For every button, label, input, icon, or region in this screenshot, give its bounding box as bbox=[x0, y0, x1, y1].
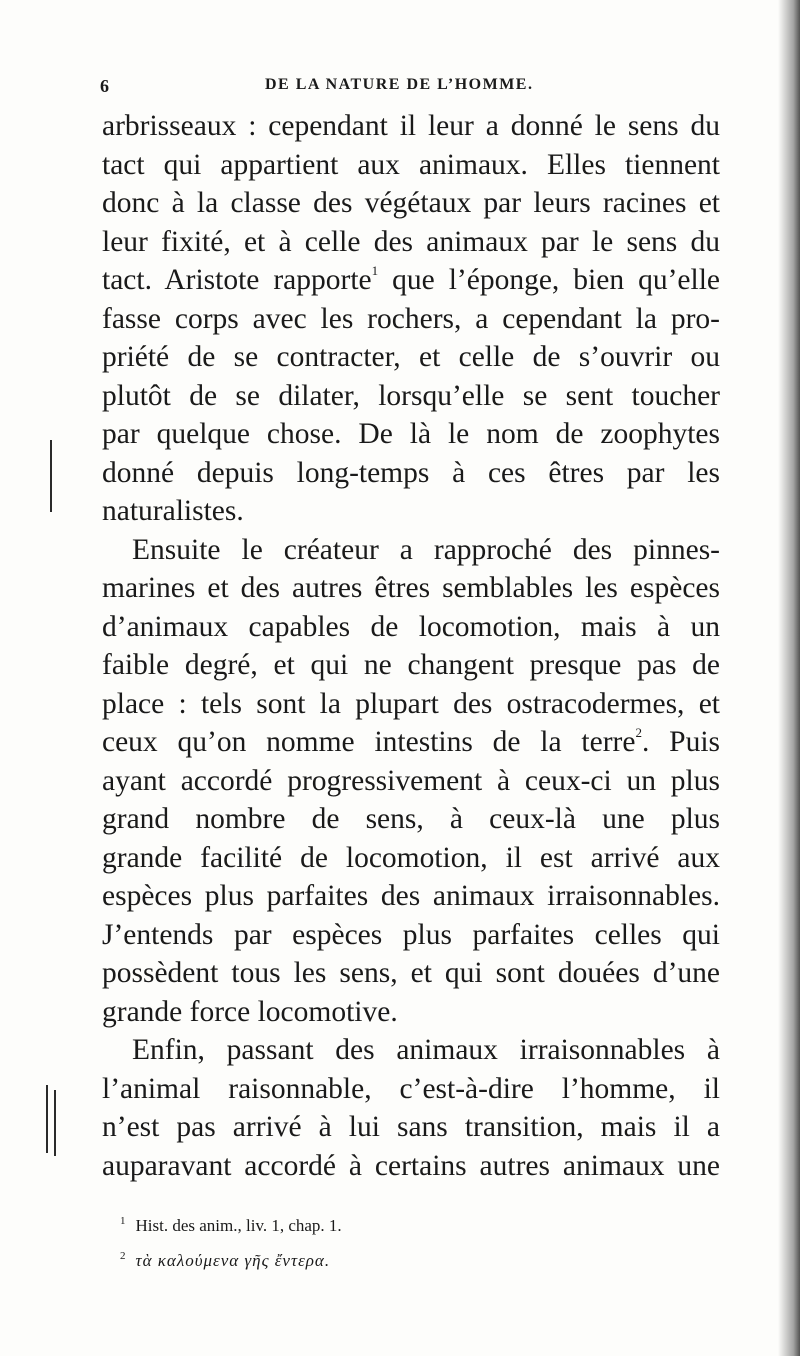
text-line: donc à la classe des végétaux par leurs racines et bbox=[102, 187, 720, 219]
footnote-text-greek: τὰ καλούμενα γῆς ἔντερα. bbox=[135, 1251, 331, 1270]
text-line: J’entends par espèces plus parfaites celles qui bbox=[102, 918, 720, 951]
footnote bbox=[120, 1206, 680, 1241]
text-line: par quelque chose. De là le nom de zoophytes bbox=[102, 418, 720, 450]
text-line: l’animal raisonnable, c’est-à-dire l’homme, il bbox=[102, 1072, 720, 1105]
text-line: espèces plus parfaites des animaux irraisonnables. bbox=[102, 880, 720, 912]
footnote-mark: 2 bbox=[120, 1250, 126, 1262]
footnotes bbox=[120, 1206, 680, 1276]
text-line: Ensuite le créateur a rapproché des pinnes- bbox=[132, 533, 720, 566]
footnote-reference: 2 bbox=[635, 725, 642, 740]
text-line: d’animaux capables de locomotion, mais à un bbox=[102, 610, 720, 643]
text-line-with-note bbox=[102, 261, 720, 300]
text-line: marines et des autres êtres semblables les espèces bbox=[102, 572, 720, 604]
text-line-segment: tact. Aristote rapporte bbox=[102, 264, 372, 296]
text-line: Enfin, passant des animaux irraisonnables à bbox=[132, 1034, 720, 1066]
text-line-segment: ceux qu’on nomme intestins de la terre bbox=[102, 726, 636, 758]
body-text bbox=[102, 107, 720, 1185]
footnote bbox=[120, 1241, 680, 1276]
text-line: possèdent tous les sens, et qui sont douées d’une bbox=[102, 957, 720, 989]
text-line-with-note bbox=[102, 723, 720, 762]
text-line: naturalistes. bbox=[102, 495, 244, 527]
text-line-segment: que l’éponge, bien qu’elle bbox=[378, 264, 720, 296]
page-edge-shadow bbox=[778, 0, 800, 1356]
margin-pencil-mark bbox=[46, 1085, 48, 1153]
text-line: ayant accordé progressivement à ceux-ci un plus bbox=[102, 764, 720, 797]
margin-pencil-mark bbox=[50, 440, 52, 512]
page-number: 6 bbox=[100, 76, 111, 96]
margin-pencil-mark bbox=[54, 1090, 56, 1156]
text-line: auparavant accordé à certains autres animaux une bbox=[102, 1149, 720, 1182]
text-line-segment: . Puis bbox=[641, 726, 721, 758]
running-head bbox=[100, 76, 720, 102]
text-line: n’est pas arrivé à lui sans transition, mais il a bbox=[102, 1111, 720, 1143]
text-line: grande facilité de locomotion, il est arrivé aux bbox=[102, 841, 720, 874]
text-line: grand nombre de sens, à ceux-là une plus bbox=[102, 803, 720, 835]
footnote-mark: 1 bbox=[120, 1215, 126, 1227]
text-line: tact qui appartient aux animaux. Elles tiennent bbox=[102, 148, 720, 181]
text-line: place : tels sont la plupart des ostracodermes, et bbox=[102, 687, 720, 720]
text-line: donné depuis long-temps à ces êtres par les bbox=[102, 456, 720, 489]
text-line: plutôt de se dilater, lorsqu’elle se sent toucher bbox=[102, 379, 720, 412]
footnote-text: Hist. des anim., liv. 1, chap. 1. bbox=[135, 1216, 342, 1235]
text-line: fasse corps avec les rochers, a cependant la pro- bbox=[102, 302, 720, 335]
running-title: DE LA NATURE DE L’HOMME. bbox=[265, 76, 534, 93]
text-line: grande force locomotive. bbox=[102, 995, 398, 1028]
text-line: leur fixité, et à celle des animaux par le sens du bbox=[102, 225, 720, 258]
text-line: faible degré, et qui ne changent presque pas de bbox=[102, 649, 720, 681]
text-line: arbrisseaux : cependant il leur a donné le sens du bbox=[102, 110, 720, 142]
footnote-reference: 1 bbox=[371, 263, 379, 278]
text-line: priété de se contracter, et celle de s’ouvrir ou bbox=[102, 341, 720, 373]
